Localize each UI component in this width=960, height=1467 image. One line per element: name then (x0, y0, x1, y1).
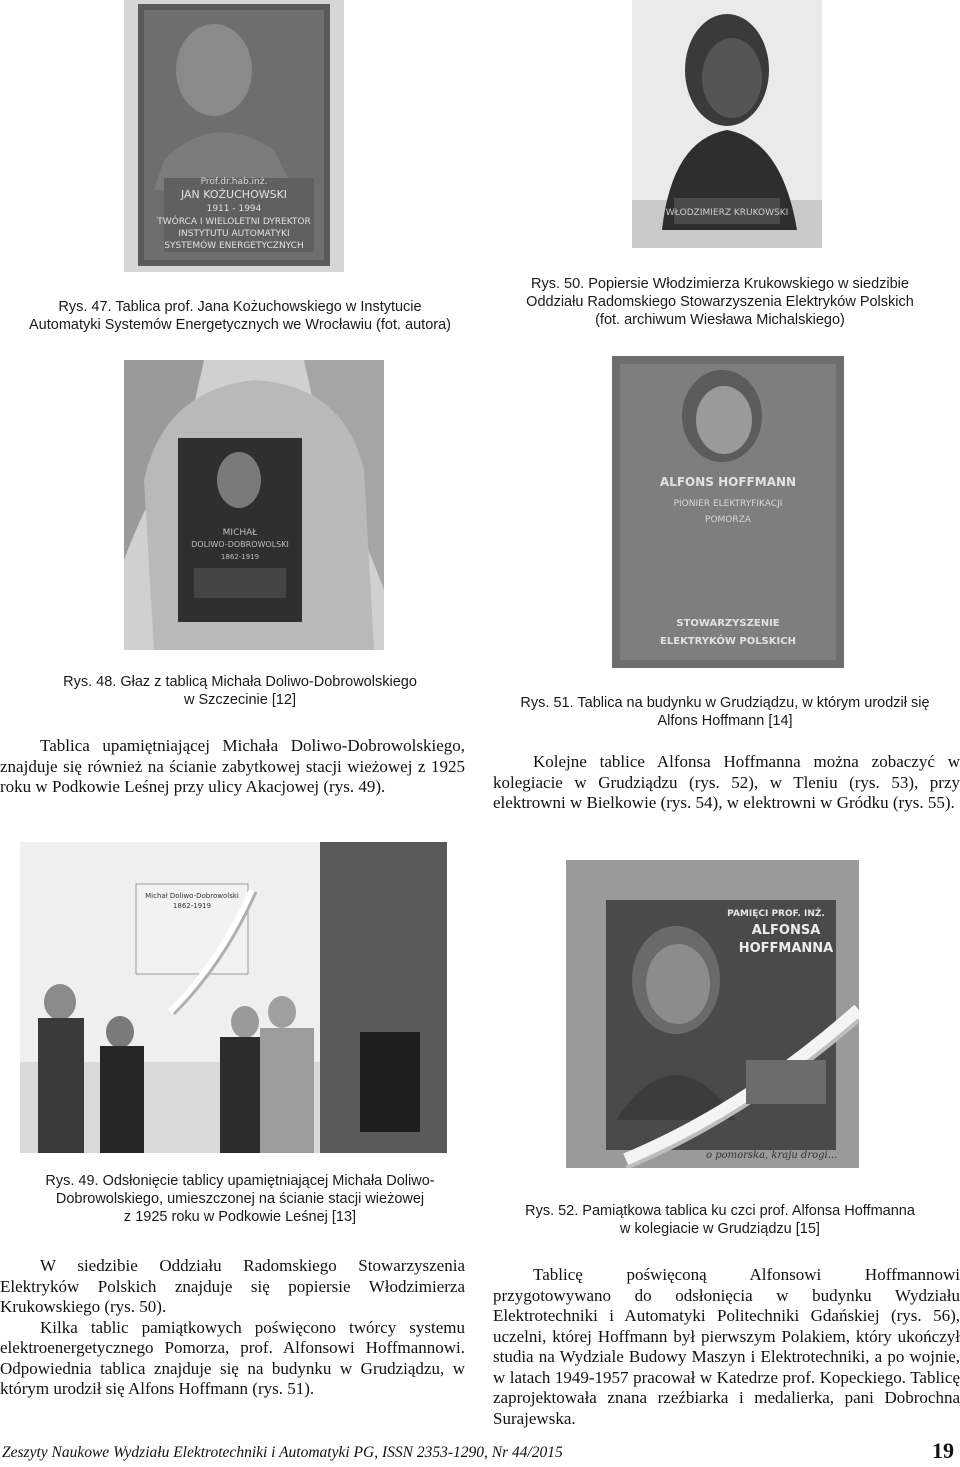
caption-line: w Szczecinie [12] (183, 692, 297, 708)
svg-text:ALFONSA: ALFONSA (751, 923, 821, 938)
caption-line: Oddziału Radomskiego Stowarzyszenia Elektryków Polskich (526, 294, 914, 310)
figure-50-photo (632, 0, 822, 248)
caption-line: w kolegiacie w Grudziądzu [15] (620, 1221, 820, 1237)
ribbon-text: o pomorska, kraju drogi... (706, 1150, 838, 1161)
svg-text:HOFFMANNA: HOFFMANNA (738, 941, 834, 956)
figure-47-caption (0, 298, 480, 334)
page-number: 19 (932, 1438, 954, 1463)
figure-50-caption (480, 275, 960, 329)
caption-line: Rys. 49. Odsłonięcie tablicy upamiętniającej Michała Doliwo- (45, 1173, 435, 1189)
figure-49-photo (20, 842, 447, 1153)
figure-48-photo (124, 360, 384, 650)
svg-text:MICHAŁ: MICHAŁ (222, 528, 258, 538)
svg-text:WŁODZIMIERZ KRUKOWSKI: WŁODZIMIERZ KRUKOWSKI (665, 208, 789, 218)
caption-line: Rys. 47. Tablica prof. Jana Kożuchowskiego w Instytucie (58, 299, 422, 315)
paragraph-text: Tablica upamiętniającej Michała Doliwo-Dobrowolskiego, znajduje się również na ścianie zabytkowej stacji wieżowej z 1925 roku w Podkowie Leśnej przy ulicy Akacjowej (rys. 49). (0, 736, 465, 796)
svg-text:1911 - 1994: 1911 - 1994 (206, 204, 262, 214)
paragraph-text: Kolejne tablice Alfonsa Hoffmanna można zobaczyć w kolegiacie w Grudziądzu (rys. 52), w Tleniu (rys. 53), przy elektrowni w Bielkowie (rys. 54), w elektrowni w Gródku (rys. 55). (493, 752, 960, 812)
svg-text:ELEKTRYKÓW POLSKICH: ELEKTRYKÓW POLSKICH (660, 636, 796, 647)
svg-text:JAN KOŻUCHOWSKI: JAN KOŻUCHOWSKI (180, 188, 288, 201)
caption-line: z 1925 roku w Podkowie Leśnej [13] (123, 1209, 357, 1225)
paragraph-text: W siedzibie Oddziału Radomskiego Stowarzyszenia Elektryków Polskich znajduje się popiersie Włodzimierza Krukowskiego (rys. 50). (0, 1256, 465, 1316)
journal-footer: Zeszyty Naukowe Wydziału Elektrotechniki i Automatyki PG, ISSN 2353-1290, Nr 44/2015 (2, 1444, 563, 1461)
svg-text:1862-1919: 1862-1919 (220, 553, 260, 561)
svg-text:DOLIWO-DOBROWOLSKI: DOLIWO-DOBROWOLSKI (191, 540, 289, 549)
paragraph-krukowski (0, 1256, 465, 1400)
svg-text:ALFONS HOFFMANN: ALFONS HOFFMANN (659, 475, 797, 489)
svg-text:PIONIER ELEKTRYFIKACJI: PIONIER ELEKTRYFIKACJI (673, 499, 783, 509)
caption-line: (fot. archiwum Wiesława Michalskiego) (595, 312, 845, 328)
svg-text:SYSTEMÓW ENERGETYCZNYCH: SYSTEMÓW ENERGETYCZNYCH (164, 241, 304, 251)
svg-text:Michał Doliwo-Dobrowolski: Michał Doliwo-Dobrowolski (145, 892, 239, 900)
caption-line: Dobrowolskiego, umieszczonej na ścianie stacji wieżowej (55, 1191, 425, 1207)
caption-line: Rys. 48. Głaz z tablicą Michała Doliwo-Dobrowolskiego (63, 674, 417, 690)
svg-text:TWÓRCA I WIELOLETNI DYREKTOR: TWÓRCA I WIELOLETNI DYREKTOR (157, 217, 311, 227)
paragraph-text: Kilka tablic pamiątkowych poświęcono twórcy systemu elektroenergetycznego Pomorza, prof. Alfonsowi Hoffmannowi. Odpowiednia tablica znajduje się na budynku w Grudziądzu, w którym urodził się Alfons Hoffmann (rys. 51). (0, 1317, 465, 1398)
svg-text:1862-1919: 1862-1919 (172, 902, 212, 910)
paragraph-hoffmann-gdansk (493, 1265, 960, 1429)
figure-51-caption (490, 694, 960, 730)
svg-text:POMORZA: POMORZA (705, 515, 751, 525)
svg-text:Prof.dr.hab.inż.: Prof.dr.hab.inż. (200, 177, 268, 187)
caption-line: Rys. 52. Pamiątkowa tablica ku czci prof. Alfonsa Hoffmanna (525, 1203, 915, 1219)
figure-51-photo (612, 356, 844, 668)
figure-47-photo (124, 0, 344, 272)
caption-line: Rys. 51. Tablica na budynku w Grudziądzu, w którym urodził się (520, 695, 930, 711)
figure-48-caption (0, 673, 480, 709)
paragraph-text: Tablicę poświęconą Alfonsowi Hoffmannowi przygotowywano do odsłonięcia w budynku Wydziału Elektrotechniki i Automatyki Politechniki Gdańskiej (rys. 56), uczelni, której Hoffmann był pierwszym Polakiem, który ukończył studia na Wydziale Budowy Maszyn i Elektrotechniki, a po wojnie, w latach 1949-1957 pracował w Katedrze prof. Kopeckiego. Tablicę zaprojektowała znana rzeźbiarka i medalierka, pani Dobrochna Surajewska. (493, 1265, 960, 1428)
svg-text:STOWARZYSZENIE: STOWARZYSZENIE (676, 618, 780, 629)
paragraph-hoffmann-tablets (493, 752, 960, 814)
caption-line: Alfons Hoffmann [14] (657, 713, 793, 729)
figure-52-caption (480, 1202, 960, 1238)
svg-text:PAMIĘCI PROF. INŻ.: PAMIĘCI PROF. INŻ. (727, 909, 825, 919)
figure-52-photo (566, 860, 859, 1168)
paragraph-doliwo (0, 736, 465, 798)
caption-line: Automatyki Systemów Energetycznych we Wrocławiu (fot. autora) (28, 317, 451, 333)
caption-line: Rys. 50. Popiersie Włodzimierza Krukowskiego w siedzibie (531, 276, 909, 292)
svg-text:INSTYTUTU AUTOMATYKI: INSTYTUTU AUTOMATYKI (178, 229, 290, 239)
figure-49-caption (0, 1172, 480, 1226)
